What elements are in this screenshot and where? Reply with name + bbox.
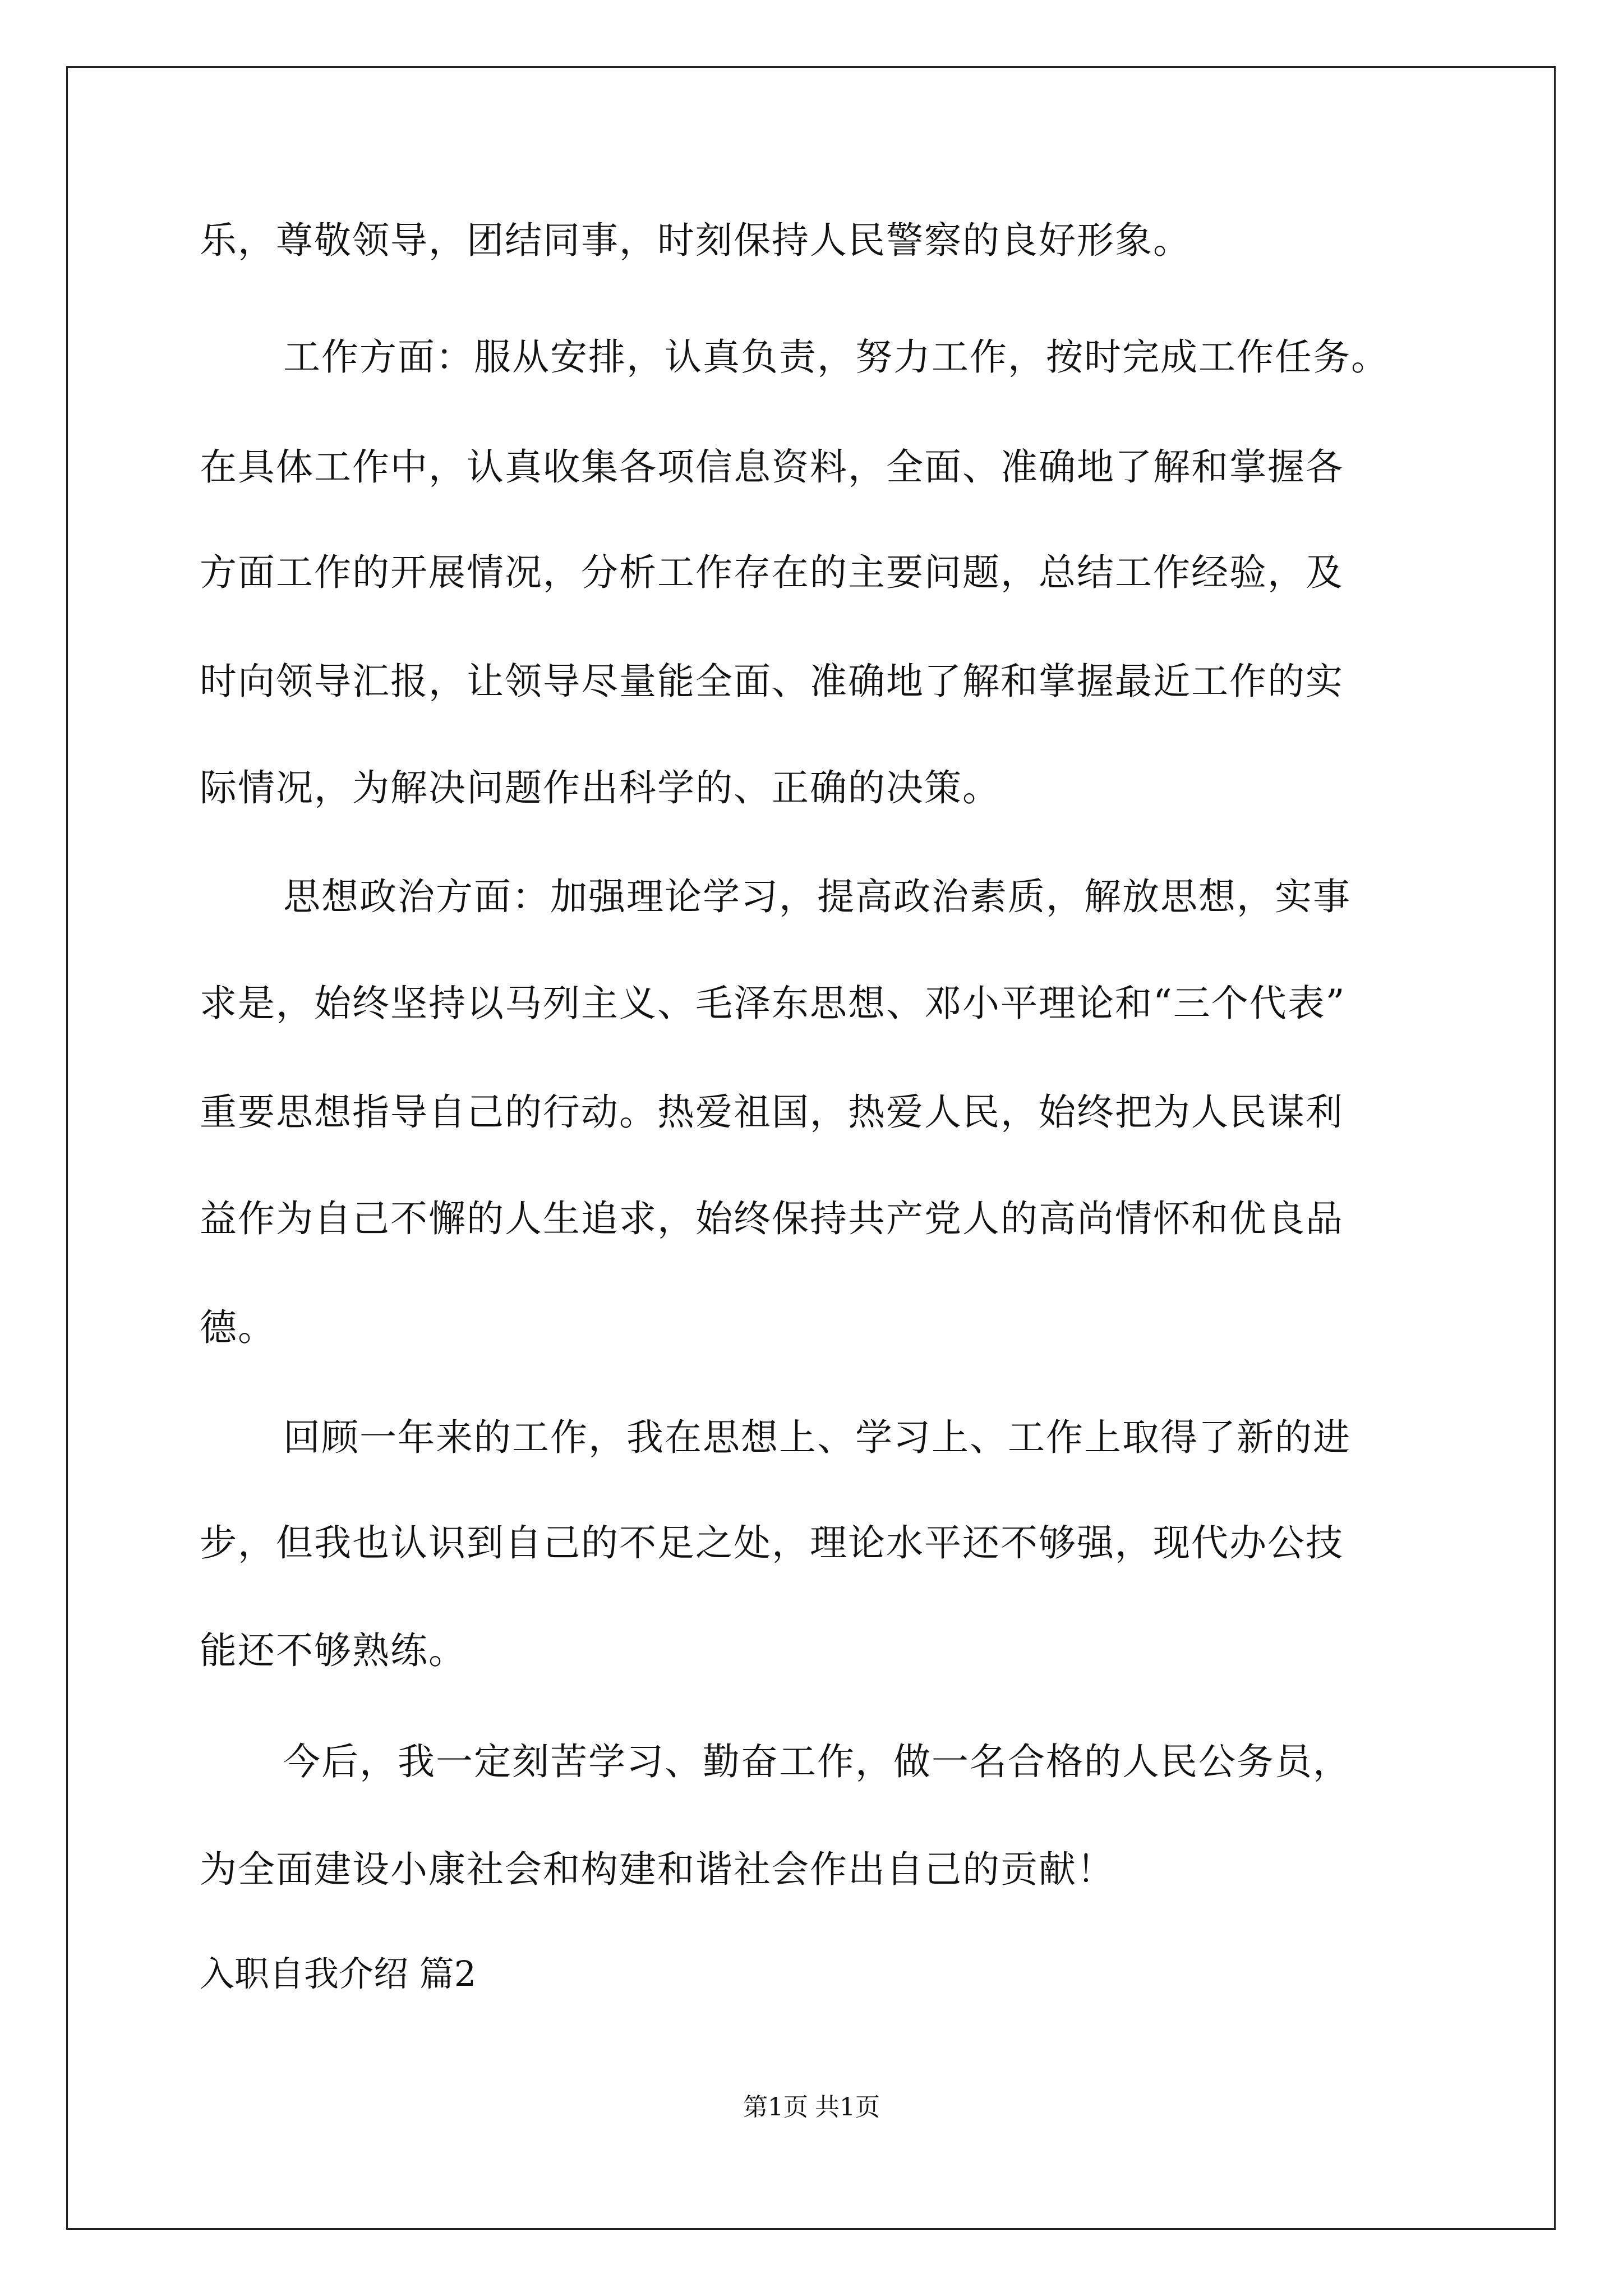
page-number-current: 第1页	[743, 2093, 808, 2122]
paragraph-line: 德。	[200, 1306, 276, 1349]
paragraph-line: 回顾一年来的工作，我在思想上、学习上、工作上取得了新的进	[283, 1416, 1351, 1459]
paragraph-line: 际情况，为解决问题作出科学的、正确的决策。	[200, 766, 1000, 809]
paragraph-line: 乐，尊敬领导，团结同事，时刻保持人民警察的良好形象。	[200, 219, 1191, 262]
paragraph-line: 步，但我也认识到自己的不足之处，理论水平还不够强，现代办公技	[200, 1521, 1344, 1565]
section-heading: 入职自我介绍 篇2	[200, 1953, 477, 1994]
paragraph-line: 方面工作的开展情况，分析工作存在的主要问题，总结工作经验，及	[200, 551, 1344, 594]
page-footer	[0, 2095, 1623, 2120]
page-border	[66, 66, 1556, 2230]
paragraph-line: 重要思想指导自己的行动。热爱祖国，热爱人民，始终把为人民谋利	[200, 1091, 1344, 1134]
paragraph-line: 思想政治方面：加强理论学习，提高政治素质，解放思想，实事	[283, 875, 1351, 918]
paragraph-line: 益作为自己不懈的人生追求，始终保持共产党人的高尚情怀和优良品	[200, 1197, 1344, 1240]
page-number-total: 共1页	[815, 2093, 880, 2122]
paragraph-line: 时向领导汇报，让领导尽量能全面、准确地了解和掌握最近工作的实	[200, 660, 1344, 703]
paragraph-line: 今后，我一定刻苦学习、勤奋工作，做一名合格的人民公务员，	[283, 1740, 1351, 1783]
paragraph-line: 求是，始终坚持以马列主义、毛泽东思想、邓小平理论和“三个代表”	[200, 982, 1346, 1025]
paragraph-line: 能还不够熟练。	[200, 1629, 467, 1672]
paragraph-line: 在具体工作中，认真收集各项信息资料，全面、准确地了解和掌握各	[200, 445, 1344, 489]
paragraph-line: 工作方面：服从安排，认真负责，努力工作，按时完成工作任务。	[283, 335, 1389, 379]
paragraph-line: 为全面建设小康社会和构建和谐社会作出自己的贡献！	[200, 1848, 1115, 1891]
